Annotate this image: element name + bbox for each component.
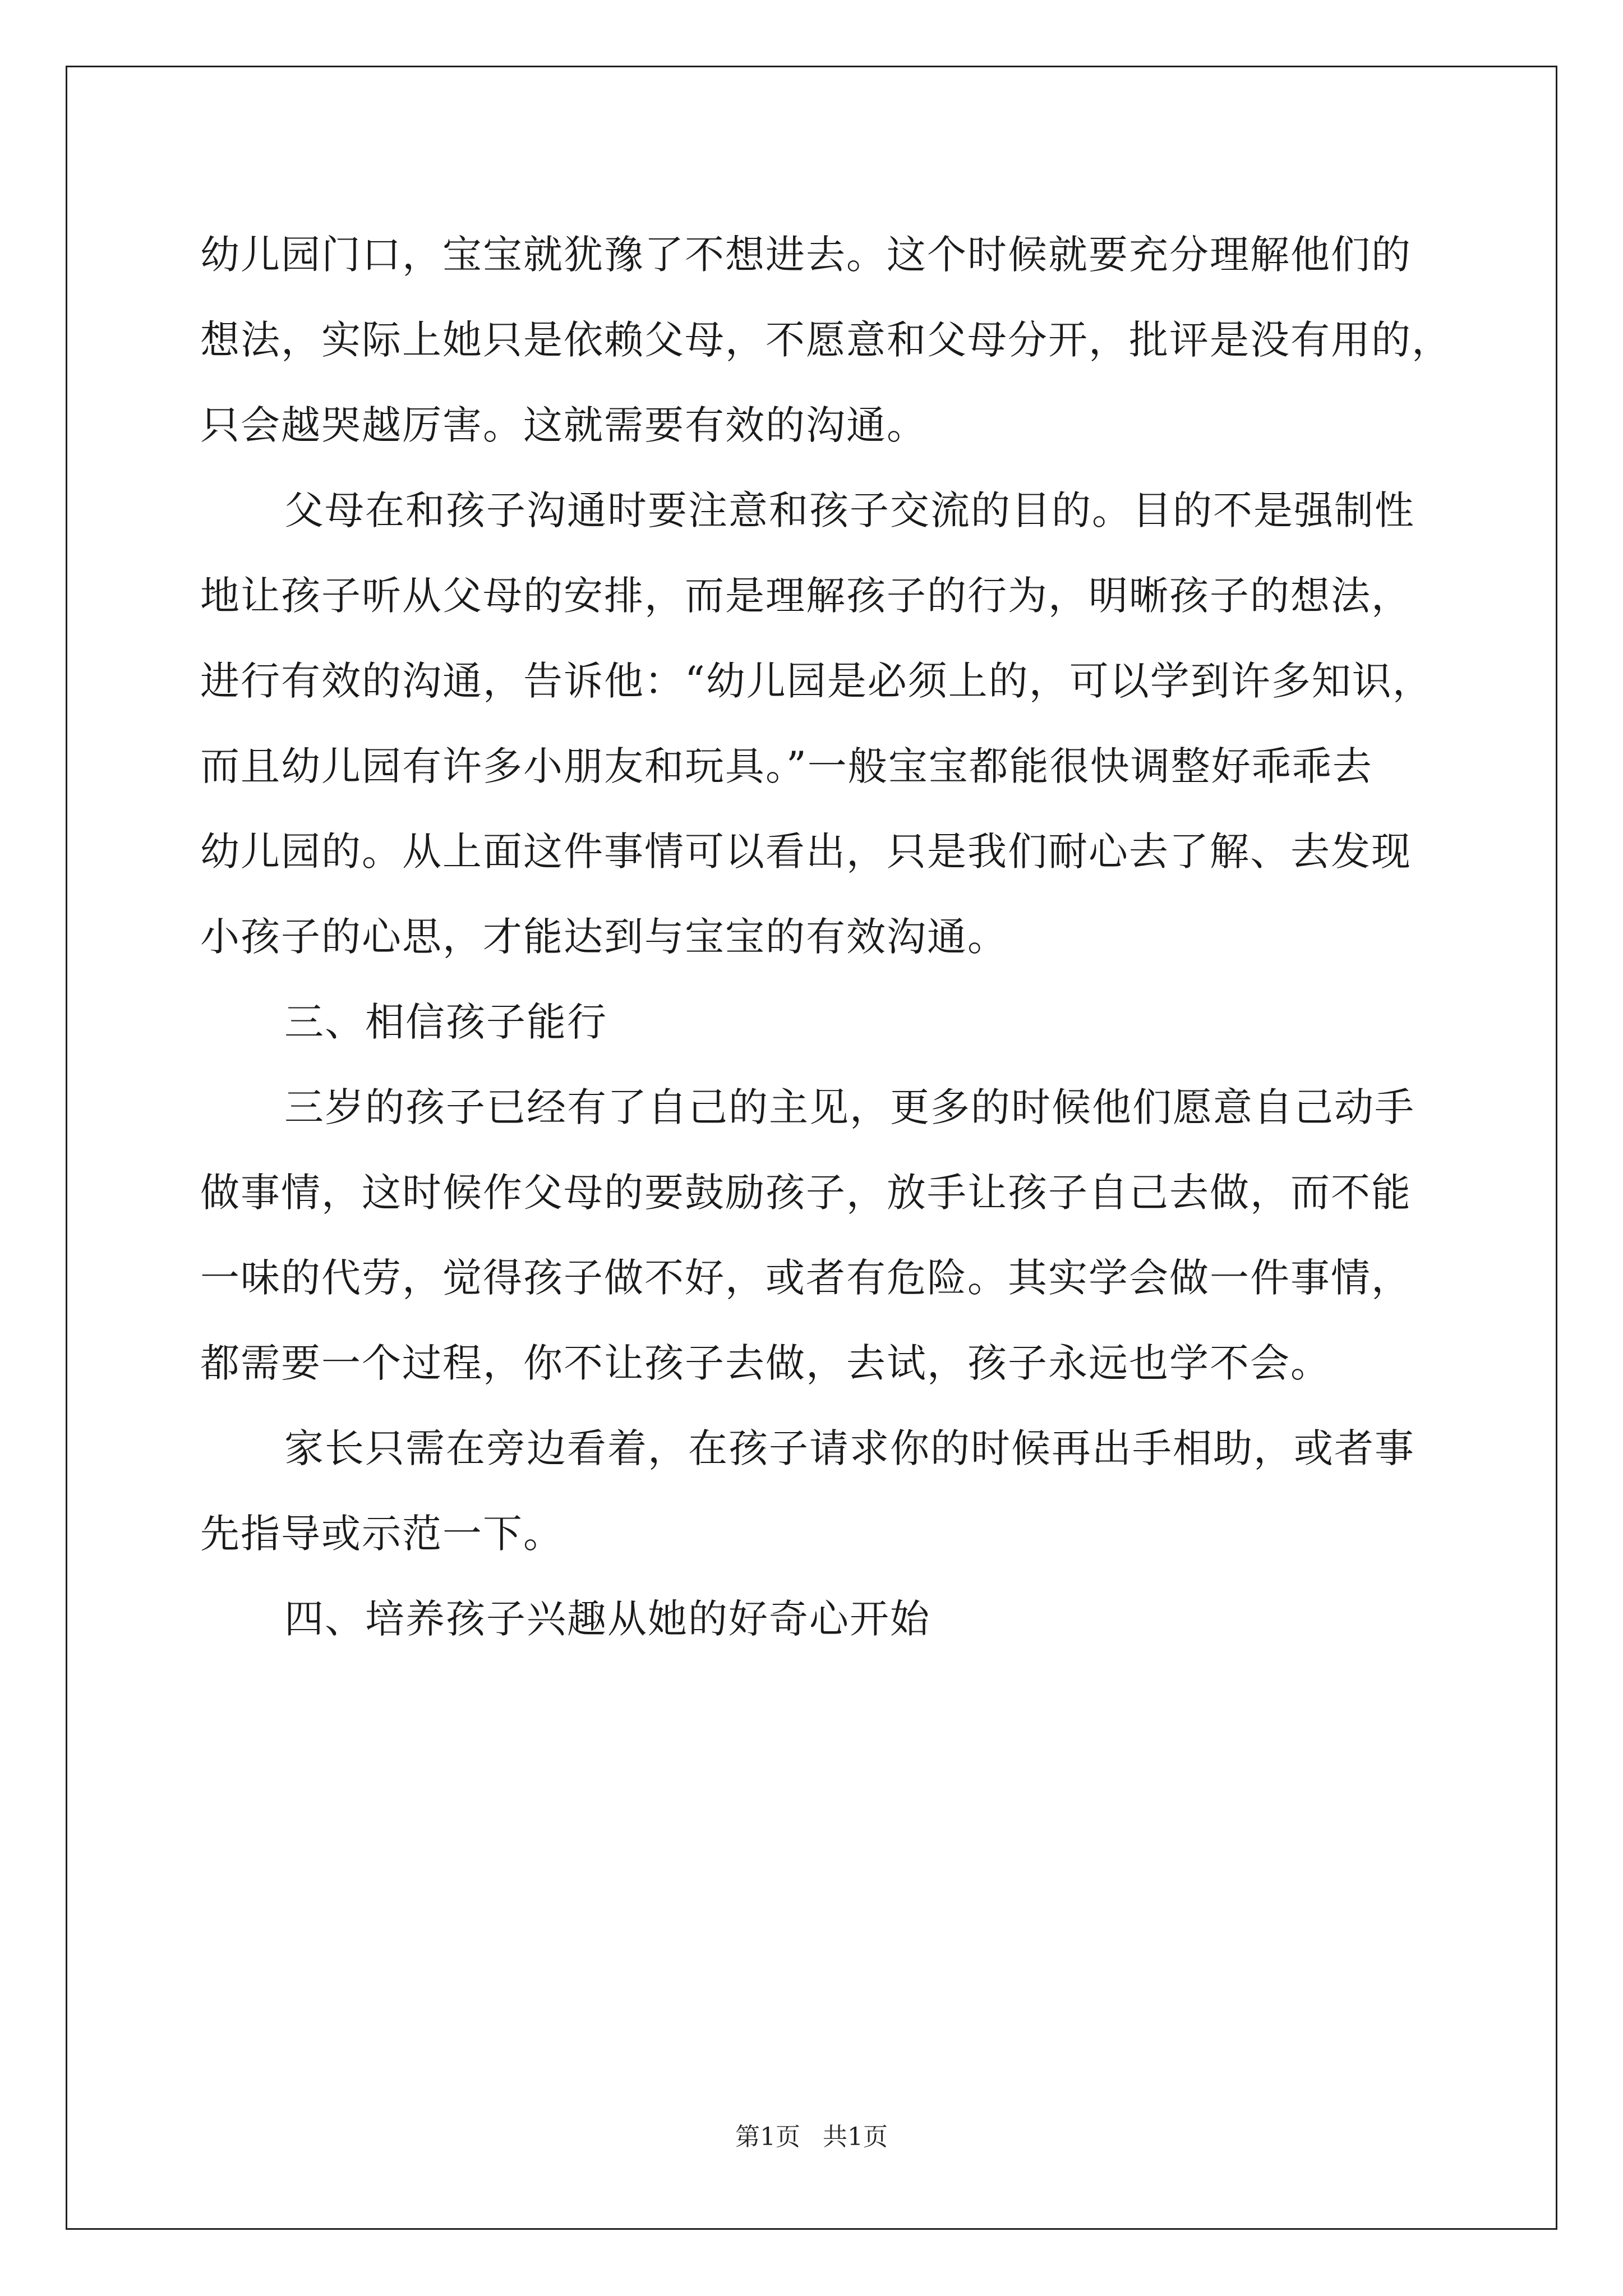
text-line: 幼儿园的。从上面这件事情可以看出，只是我们耐心去了解、去发现 [200,829,1412,875]
text-line: 先指导或示范一下。 [200,1511,564,1557]
text-line: 都需要一个过程，你不让孩子去做，去试，孩子永远也学不会。 [200,1340,1331,1386]
section-heading: 四、培养孩子兴趣从她的好奇心开始 [284,1596,930,1642]
text-line: 只会越哭越厉害。这就需要有效的沟通。 [200,402,927,448]
text-line: 幼儿园门口，宝宝就犹豫了不想进去。这个时候就要充分理解他们的 [200,232,1412,278]
text-line: 小孩子的心思，才能达到与宝宝的有效沟通。 [200,914,1008,960]
text-line: 地让孩子听从父母的安排，而是理解孩子的行为，明晰孩子的想法， [200,573,1412,619]
text-line: 三岁的孩子已经有了自己的主见，更多的时候他们愿意自己动手 [284,1084,1415,1130]
text-line: 一味的代劳，觉得孩子做不好，或者有危险。其实学会做一件事情， [200,1255,1412,1301]
document-body [200,212,1452,1662]
page-footer [0,2120,1623,2154]
text-line: 家长只需在旁边看着，在孩子请求你的时候再出手相助，或者事 [284,1425,1415,1471]
text-line: 做事情，这时候作父母的要鼓励孩子，放手让孩子自己去做，而不能 [200,1170,1412,1216]
section-heading: 三、相信孩子能行 [284,999,607,1045]
page-number-total: 共1页 [823,2123,888,2151]
page-number-current: 第1页 [735,2123,800,2151]
text-line: 而且幼儿园有许多小朋友和玩具。”一般宝宝都能很快调整好乖乖去 [200,743,1373,789]
text-line: 进行有效的沟通，告诉他：“幼儿园是必须上的，可以学到许多知识， [200,658,1433,704]
text-line: 父母在和孩子沟通时要注意和孩子交流的目的。目的不是强制性 [284,487,1415,533]
text-line: 想法，实际上她只是依赖父母，不愿意和父母分开，批评是没有用的， [200,317,1452,363]
